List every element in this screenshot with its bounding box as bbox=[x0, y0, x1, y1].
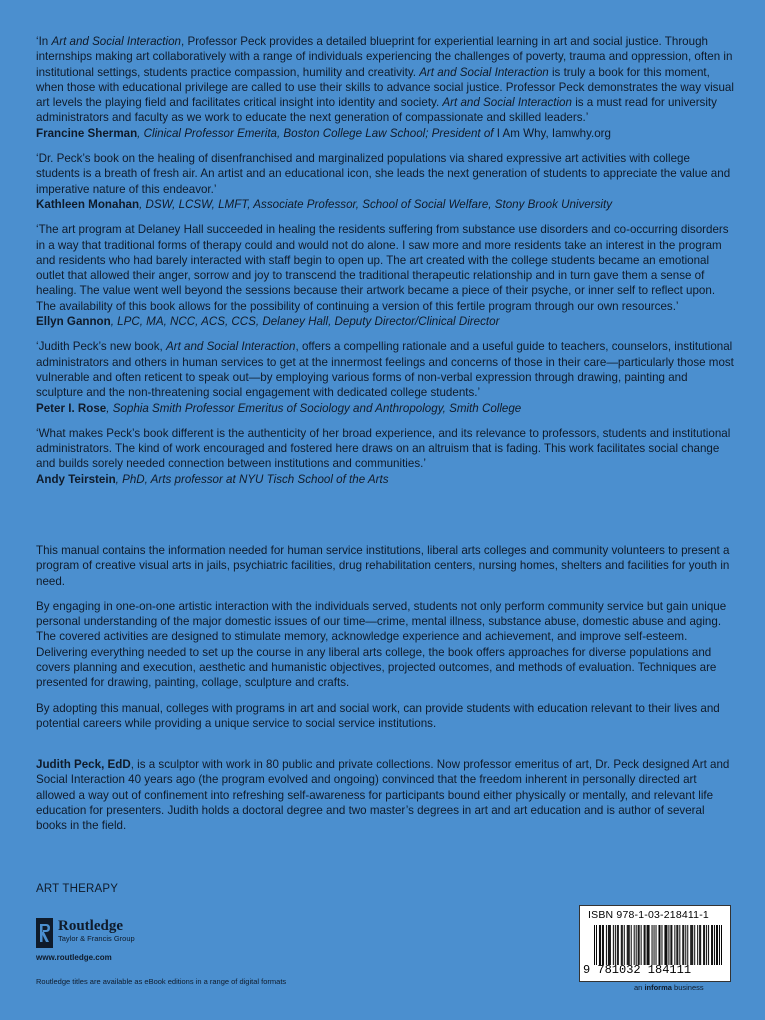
endorsement bbox=[36, 426, 736, 487]
barcode-bar bbox=[711, 925, 712, 965]
barcode-bar bbox=[606, 925, 607, 965]
endorsement bbox=[36, 339, 736, 415]
barcode-bar bbox=[639, 925, 640, 965]
endorsement-quote bbox=[36, 151, 736, 197]
barcode-bar bbox=[629, 925, 630, 965]
book-description bbox=[36, 543, 736, 741]
barcode-bar bbox=[664, 925, 665, 965]
author-bio bbox=[36, 757, 736, 833]
barcode-bar bbox=[691, 925, 692, 965]
barcode-bar bbox=[661, 925, 662, 965]
endorsement bbox=[36, 151, 736, 212]
endorsement-attribution bbox=[36, 472, 736, 487]
quote-text: ‘Dr. Peck’s book on the healing of disenfranchised and marginalized populations via shared expressive art activities with college students is a breath of fresh air. An artist and an educational icon, she leads the next generation of students to appreciate the value and imperative nature of this endeavor.’ bbox=[36, 152, 731, 196]
barcode-bar bbox=[594, 925, 595, 965]
barcode-bar bbox=[700, 925, 701, 965]
endorser-name: Francine Sherman bbox=[36, 126, 138, 140]
barcode-bar bbox=[602, 925, 603, 965]
barcode-bar bbox=[703, 925, 704, 965]
endorsement-quote bbox=[36, 222, 736, 314]
barcode-bar bbox=[652, 925, 653, 965]
barcode-bar bbox=[603, 925, 604, 965]
barcode-bar bbox=[615, 925, 616, 965]
barcode-bar bbox=[668, 925, 669, 965]
barcode-bar bbox=[704, 925, 705, 965]
barcode-bar bbox=[641, 925, 642, 965]
description-paragraph: By adopting this manual, colleges with programs in art and social work, can provide students with education relevant to their lives and potential careers while providing a unique service to social service institutions. bbox=[36, 701, 720, 730]
quote-text: ‘In bbox=[36, 35, 52, 48]
barcode-bar bbox=[676, 925, 677, 965]
description-paragraph: This manual contains the information needed for human service institutions, liberal arts colleges and community volunteers to present a program of creative visual arts in jails, psychiatric facilities, drug rehabilitation centers, nursing homes, shelters and facilities for youth in need. bbox=[36, 544, 730, 588]
barcode-bar bbox=[648, 925, 649, 965]
barcode-bar bbox=[719, 925, 720, 965]
barcode-bar bbox=[624, 925, 625, 965]
routledge-logo-icon bbox=[36, 918, 53, 948]
barcode-bar bbox=[628, 925, 629, 965]
barcode-bar bbox=[618, 925, 619, 965]
book-title-italic: Art and Social Interaction bbox=[51, 35, 182, 48]
endorsement-quote bbox=[36, 426, 736, 472]
quote-text: ‘The art program at Delaney Hall succeeded in healing the residents suffering from substance use disorders and co-occurring disorders in a way that traditional forms of therapy could and would not do alone. I saw more and more residents take an interest in the program and residents who had barely interacted with staff begin to open up. The art created with the college students became an emotional outlet that allowed their anger, sorrow and joy to transcend the traditional therapeutic relationship and in turn gave them a sense of healing. The value went well beyond the sessions because their artwork became a piece of their psyche, or inner self to reflect upon. The availability of this book allows for the possibility of continuing a version of this fertile program through our own resources.’ bbox=[36, 223, 729, 313]
endorser-extra: I Am Why, Iamwhy.org bbox=[496, 126, 611, 140]
barcode-bar bbox=[638, 925, 639, 965]
endorser-name: Peter I. Rose bbox=[36, 401, 107, 415]
publisher-logo bbox=[36, 918, 135, 948]
description-paragraph: By engaging in one-on-one artistic interaction with the individuals served, students not only perform community service but gain unique personal understanding of the major domestic issues of our time—crime, mental illness, substance abuse, domestic abuse and aging. The covered activities are designed to stimulate memory, acknowledge experience and achievement, and improve self-esteem. Delivering everything needed to set up the course in any liberal arts college, the book offers approaches for diverse populations and covers planning and execution, aesthetic and humanistic objectives, projected outcomes, and methods of evaluation. Techniques are presented for drawing, painting, collage, sculpture and crafts. bbox=[36, 599, 727, 690]
endorser-title: , Clinical Professor Emerita, Boston College Law School; President of bbox=[137, 126, 497, 140]
barcode-bars bbox=[594, 925, 722, 965]
barcode-bar bbox=[609, 925, 610, 965]
isbn-label: ISBN 978-1-03-218411-1 bbox=[588, 909, 709, 921]
informa-brand: informa bbox=[644, 983, 672, 992]
barcode-bar bbox=[714, 925, 715, 965]
barcode-bar bbox=[685, 925, 686, 965]
endorsement bbox=[36, 222, 736, 329]
barcode-bar bbox=[622, 925, 623, 965]
publisher-name: Routledge bbox=[58, 918, 123, 934]
endorser-title: , LPC, MA, NCC, ACS, CCS, Delaney Hall, Deputy Director/Clinical Director bbox=[110, 315, 500, 329]
barcode-bar bbox=[717, 925, 718, 965]
barcode-bar bbox=[627, 925, 628, 965]
endorsements bbox=[36, 34, 736, 497]
publisher-website: www.routledge.com bbox=[36, 953, 112, 962]
barcode-bar bbox=[621, 925, 622, 965]
barcode-bar bbox=[683, 925, 684, 965]
book-title-italic: Art and Social Interaction bbox=[165, 340, 296, 354]
barcode-bar bbox=[631, 925, 632, 965]
barcode-bar bbox=[644, 925, 645, 965]
endorsement-attribution bbox=[36, 197, 736, 212]
barcode-bar bbox=[706, 925, 707, 965]
barcode-bar bbox=[658, 925, 659, 965]
barcode-bar bbox=[721, 925, 722, 965]
quote-text: ‘Judith Peck’s new book, bbox=[36, 340, 166, 354]
barcode-bar bbox=[617, 925, 618, 965]
barcode-bar bbox=[670, 925, 671, 965]
barcode-bar bbox=[694, 925, 695, 965]
barcode-bar bbox=[690, 925, 691, 965]
book-title-italic: Art and Social Interaction bbox=[419, 65, 549, 79]
quote-text: , offers a compelling rationale and a useful guide to teachers, counselors, institutional administrators and others in human services to get at the innermost feelings and concerns of those in their care—particularly those most vulnerable and often reticent to speak out—by employing various forms of non-verbal expression through drawing, painting and sculpture and the non-threatening social engagement with dedicated college students.’ bbox=[36, 340, 734, 400]
barcode-bar bbox=[647, 925, 648, 965]
barcode-bar bbox=[600, 925, 601, 965]
barcode-bar bbox=[666, 925, 667, 965]
barcode-bar bbox=[692, 925, 693, 965]
barcode-bar bbox=[599, 925, 600, 965]
barcode-bar bbox=[656, 925, 657, 965]
endorsement-quote bbox=[36, 339, 736, 400]
ebook-note: Routledge titles are available as eBook editions in a range of digital formats bbox=[36, 977, 287, 986]
barcode-bar bbox=[654, 925, 655, 965]
endorser-name: Kathleen Monahan bbox=[36, 197, 140, 211]
barcode-bar bbox=[671, 925, 672, 965]
barcode-bar bbox=[708, 925, 709, 965]
barcode-bar bbox=[634, 925, 635, 965]
barcode-bar bbox=[677, 925, 678, 965]
endorser-title: , PhD, Arts professor at NYU Tisch School of the Arts bbox=[115, 472, 389, 486]
endorsement-attribution bbox=[36, 314, 736, 329]
isbn-barcode bbox=[579, 905, 731, 982]
barcode-bar bbox=[596, 925, 597, 965]
endorsement bbox=[36, 34, 736, 141]
barcode-bar bbox=[679, 925, 680, 965]
quote-text: is a must read for university administrators and faculty as we work to educate the next generation of compassionate and skilled leaders.’ bbox=[36, 96, 717, 125]
endorser-title: , DSW, LCSW, LMFT, Associate Professor, School of Social Welfare, Stony Brook University bbox=[139, 197, 613, 211]
barcode-bar bbox=[682, 925, 683, 965]
barcode-digits: 9 781032 184111 bbox=[583, 963, 692, 977]
barcode-bar bbox=[649, 925, 650, 965]
endorsement-attribution bbox=[36, 401, 736, 416]
informa-suffix: business bbox=[671, 983, 704, 992]
barcode-bar bbox=[636, 925, 637, 965]
informa-prefix: an bbox=[634, 983, 645, 992]
barcode-bar bbox=[674, 925, 675, 965]
author-bio-text: , is a sculptor with work in 80 public and private collections. Now professor emeritus of art, Dr. Peck designed Art and Social Interaction 40 years ago (the program evolved and ongoing) convinced that the freedom inherent in personally directed art allowed a way out of confinement into refreshing self-awareness for participants bound either physically or mentally, and relevant life education for presenters. Judith holds a doctoral degree and two master’s degrees in art and art education and is author of several books in the field. bbox=[36, 758, 730, 833]
barcode-bar bbox=[645, 925, 646, 965]
quote-text: , Professor Peck provides a detailed blueprint for experiential learning in art and social justice. Through internships making art collaboratively with a range of individuals experiencing the challenges of poverty, trauma and oppression, often in institutional settings, students practice compassion, humility and creativity. bbox=[36, 35, 733, 79]
endorsement-attribution bbox=[36, 126, 736, 141]
barcode-bar bbox=[659, 925, 660, 965]
publisher-group: Taylor & Francis Group bbox=[58, 934, 135, 943]
endorser-name: Andy Teirstein bbox=[36, 472, 116, 486]
endorsement-quote bbox=[36, 34, 736, 126]
barcode-bar bbox=[716, 925, 717, 965]
barcode-bar bbox=[665, 925, 666, 965]
quote-text: ‘What makes Peck’s book different is the authenticity of her broad experience, and its relevance to professors, students and institutional administrators. The kind of work encouraged and fostered here draws on an altruism that is fading. This work facilitates social change and builds sorely needed connection between institutions and communities.’ bbox=[36, 426, 731, 471]
barcode-bar bbox=[610, 925, 611, 965]
barcode-bar bbox=[613, 925, 614, 965]
author-name: Judith Peck, EdD bbox=[36, 758, 131, 771]
barcode-bar bbox=[697, 925, 698, 965]
barcode-bar bbox=[712, 925, 713, 965]
informa-note bbox=[634, 983, 704, 992]
endorser-name: Ellyn Gannon bbox=[36, 315, 111, 329]
barcode-bar bbox=[699, 925, 700, 965]
subject-category: ART THERAPY bbox=[36, 883, 119, 895]
endorser-title: , Sophia Smith Professor Emeritus of Sociology and Anthropology, Smith College bbox=[106, 401, 522, 415]
barcode-bar bbox=[687, 925, 688, 965]
barcode-bar bbox=[608, 925, 609, 965]
quote-text: is truly a book for this moment, when those with educational privilege are called to use their skills to advance social justice. Professor Peck demonstrates the way visual art levels the playing field and facilitates critical insight into identity and society. bbox=[36, 65, 734, 110]
book-title-italic: Art and Social Interaction bbox=[442, 96, 572, 110]
